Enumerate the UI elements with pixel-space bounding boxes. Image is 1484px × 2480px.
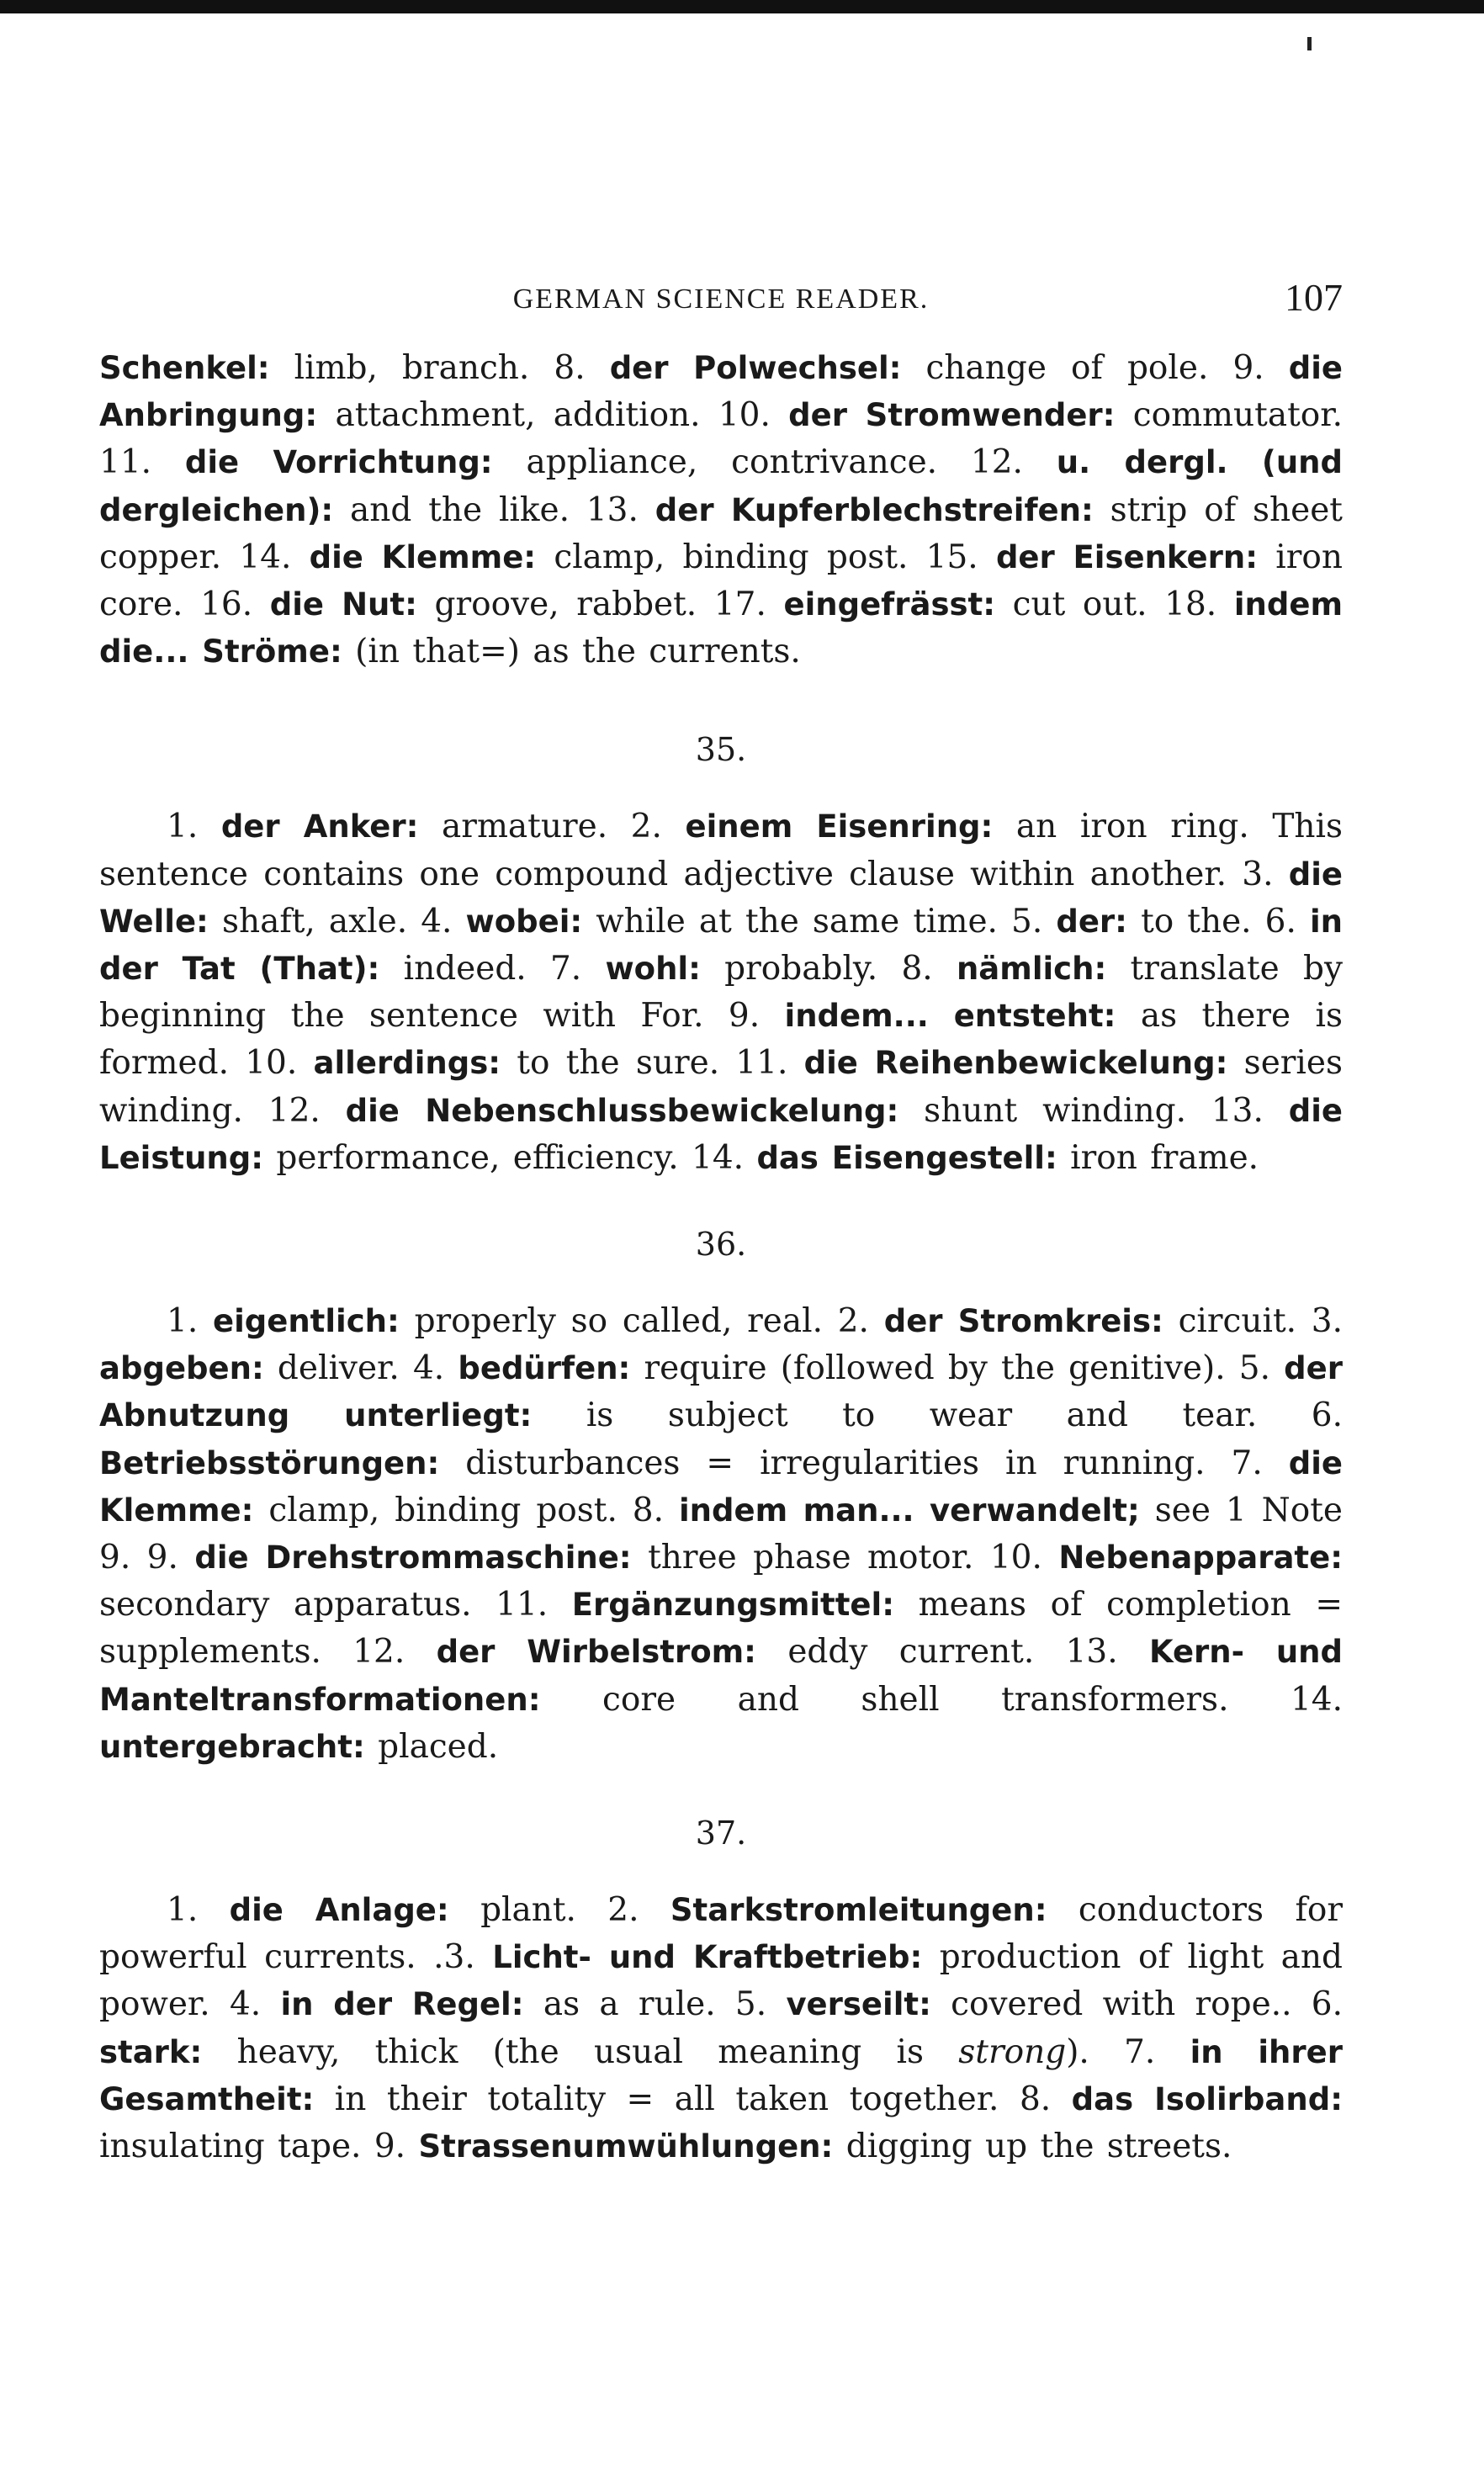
note-gloss: and the like. 13. (333, 490, 655, 529)
note-term: die Klemme: (99, 1444, 1343, 1529)
note-term: in ihrer Gesamtheit: (99, 2033, 1343, 2117)
note-term: allerdings: (313, 1045, 501, 1082)
note-gloss: shaft, axle. 4. (208, 902, 466, 941)
note-term: untergebracht: (99, 1728, 365, 1765)
note-gloss: armature. 2. (418, 808, 686, 846)
note-entry (884, 1302, 1343, 1340)
note-gloss: clamp, binding post. 8. (253, 1491, 679, 1529)
note-term: Nebenapparate: (1058, 1539, 1343, 1576)
note-gloss: as a rule. 5. (523, 1985, 787, 2024)
note-entry (167, 1891, 670, 1929)
note-term: Betriebsstörungen: (99, 1444, 440, 1481)
note-entry (346, 1092, 1289, 1130)
note-gloss: translate by beginning the sentence with For. 9. (99, 950, 1343, 1036)
note-term: die Vorrichtung: (184, 444, 493, 481)
note-entry (437, 1633, 1149, 1671)
note-term: u. dergl. (und dergleichen): (99, 444, 1343, 528)
note-entry (310, 538, 996, 576)
note-gloss: strip of sheet copper. 14. (99, 490, 1343, 576)
corner-mark (1307, 37, 1312, 50)
note-entry (610, 349, 1289, 387)
note-term: der Stromwender: (788, 397, 1116, 434)
note-gloss: (in that=) as the currents. (342, 633, 801, 671)
note-gloss: appliance, contrivance. 12. (492, 443, 1057, 482)
note-gloss: groove, rabbet. 17. (416, 586, 784, 624)
note-gloss: probably. 8. (700, 950, 957, 988)
note-entry (194, 1539, 1058, 1576)
note-term: der Polwechsel: (609, 350, 902, 386)
note-number: 1. (167, 1302, 213, 1341)
note-gloss: plant. 2. (448, 1891, 670, 1930)
note-entry (280, 1985, 786, 2023)
running-title: GERMAN SCIENCE READER. (512, 284, 930, 315)
note-entry (185, 443, 1057, 481)
note-gloss: in their totality = all taken together. 8. (314, 2080, 1072, 2118)
note-entry (99, 1444, 1289, 1482)
note-entry (167, 1302, 884, 1340)
note-term: der: (1056, 903, 1127, 940)
note-term: die Nebenschlussbewickelung: (345, 1092, 899, 1129)
note-term: Ergänzungsmittel: (571, 1587, 895, 1624)
note-number: 1. (167, 1891, 230, 1930)
note-term: die Reihenbewickelung: (803, 1045, 1228, 1082)
note-gloss: require (followed by the genitive). 5. (630, 1349, 1285, 1388)
note-gloss: disturbances = irregularities in running. 7. (439, 1444, 1289, 1482)
note-gloss: shunt winding. 13. (898, 1091, 1289, 1130)
note-gloss: to the sure. 11. (501, 1044, 804, 1083)
note-term: indem... entsteht: (784, 998, 1116, 1035)
note-gloss: three phase motor. 10. (631, 1539, 1059, 1577)
note-gloss: is subject to wear and tear. 6. (532, 1396, 1343, 1435)
note-term: eigentlich: (212, 1303, 400, 1340)
note-gloss: eddy current. 13. (755, 1633, 1149, 1672)
note-term: die Klemme: (309, 538, 537, 575)
note-gloss: see 1 Note 9. 9. (99, 1491, 1343, 1577)
note-term: indem man... verwandelt; (678, 1492, 1140, 1529)
note-term: stark: (99, 2033, 203, 2070)
note-entry (99, 1349, 458, 1387)
note-gloss: performance, efficiency. 14. (263, 1138, 757, 1177)
note-term: der Stromkreis: (883, 1303, 1163, 1340)
note-gloss: clamp, binding post. 15. (536, 538, 996, 576)
note-gloss: insulating tape. 9. (99, 2128, 419, 2166)
page-number: 107 (1285, 276, 1343, 319)
note-term: Schenkel: (99, 350, 270, 386)
section-number-36: 36. (695, 1226, 747, 1264)
note-entry (458, 1349, 1284, 1387)
notes-paragraph-35 (99, 803, 1343, 1182)
note-term: in der Regel: (280, 1986, 524, 2023)
note-entry (99, 349, 610, 387)
note-term: wobei: (465, 903, 583, 940)
note-term: eingefrässt: (783, 586, 996, 623)
note-gloss: iron frame. (1057, 1138, 1259, 1177)
note-term: die Anbringung: (99, 350, 1343, 434)
note-gloss: series winding. 12. (99, 1044, 1343, 1130)
note-gloss: secondary apparatus. 11. (99, 1586, 572, 1624)
note-term: Starkstromleitungen: (670, 1892, 1047, 1929)
note-gloss-tail: ). 7. (1066, 2032, 1190, 2071)
note-entry (466, 903, 1057, 941)
section-number-35: 35. (695, 731, 747, 769)
note-gloss: heavy, thick (the usual meaning is (202, 2032, 959, 2071)
note-entry (783, 586, 1233, 623)
note-gloss: while at the same time. 5. (582, 902, 1057, 941)
note-entry (314, 1044, 804, 1082)
note-entry (418, 2128, 1232, 2165)
note-term: der Wirbelstrom: (436, 1634, 756, 1671)
note-entry (99, 1728, 498, 1766)
note-gloss: change of pole. 9. (901, 349, 1289, 387)
page-content (99, 345, 1343, 2170)
top-scan-border (0, 0, 1484, 13)
note-term: bedürfen: (458, 1350, 631, 1387)
note-gloss: as there is formed. 10. (99, 997, 1343, 1083)
note-term: indem die... Ströme: (99, 586, 1344, 670)
section-number-37: 37. (695, 1815, 747, 1852)
note-entry (99, 2033, 1190, 2071)
note-term: das Eisengestell: (756, 1139, 1057, 1176)
note-term: die Leistung: (99, 1092, 1343, 1176)
note-term: der Anker: (220, 808, 419, 845)
note-term: die Anlage: (229, 1892, 449, 1929)
note-term: die Nut: (269, 586, 417, 623)
note-gloss: indeed. 7. (379, 950, 606, 988)
note-term: verseilt: (786, 1986, 931, 2023)
note-term: wohl: (605, 951, 701, 988)
note-term: Kern- und Manteltransformationen: (99, 1634, 1343, 1718)
note-gloss: covered with rope.. 6. (930, 1985, 1343, 2024)
note-gloss: properly so called, real. 2. (399, 1302, 884, 1341)
note-gloss: conductors for powerful currents. .3. (99, 1891, 1343, 1977)
note-term: der Eisenkern: (995, 538, 1259, 575)
note-gloss: an iron ring. This sentence contains one compound adjective clause within another. 3. (99, 808, 1344, 893)
note-term: in der Tat (That): (99, 903, 1344, 988)
note-term: die Welle: (99, 856, 1343, 940)
note-gloss: to the. 6. (1126, 902, 1310, 941)
notes-paragraph-36 (99, 1298, 1343, 1771)
note-gloss: digging up the streets. (833, 2128, 1232, 2166)
continued-notes-paragraph (99, 345, 1343, 676)
note-gloss: attachment, addition. 10. (317, 396, 789, 435)
note-gloss: iron core. 16. (99, 538, 1343, 624)
note-gloss: core and shell transformers. 14. (540, 1680, 1343, 1719)
note-gloss: means of completion = supplements. 12. (99, 1586, 1344, 1672)
note-term: einem Eisenring: (685, 808, 994, 845)
note-term: der Abnutzung unterliegt: (99, 1350, 1343, 1434)
note-gloss: circuit. 3. (1163, 1302, 1344, 1341)
note-term: Strassenumwühlungen: (418, 2128, 834, 2165)
note-gloss: cut out. 18. (995, 586, 1234, 624)
note-gloss: placed. (364, 1727, 499, 1766)
note-gloss: deliver. 4. (263, 1349, 458, 1388)
note-gloss: production of light and power. 4. (99, 1938, 1344, 2024)
note-entry (786, 1985, 1343, 2023)
note-term: der Kupferblechstreifen: (655, 491, 1094, 528)
note-entry (167, 808, 686, 845)
note-gloss: commutator. 11. (99, 396, 1343, 482)
page-header (99, 276, 1343, 320)
note-term: nämlich: (956, 951, 1107, 988)
note-term: die Drehstrommaschine: (194, 1539, 632, 1576)
note-term: abgeben: (99, 1350, 264, 1387)
notes-paragraph-37 (99, 1887, 1343, 2170)
note-entry (1056, 903, 1310, 941)
note-gloss: limb, branch. 8. (269, 349, 610, 387)
note-term: Licht- und Kraftbetrieb: (492, 1939, 923, 1976)
note-entry (605, 950, 956, 988)
note-number: 1. (167, 808, 221, 846)
note-term: das Isolirband: (1071, 2080, 1343, 2117)
note-italic: strong (958, 2032, 1067, 2071)
note-entry (756, 1139, 1259, 1177)
note-entry (270, 586, 784, 623)
